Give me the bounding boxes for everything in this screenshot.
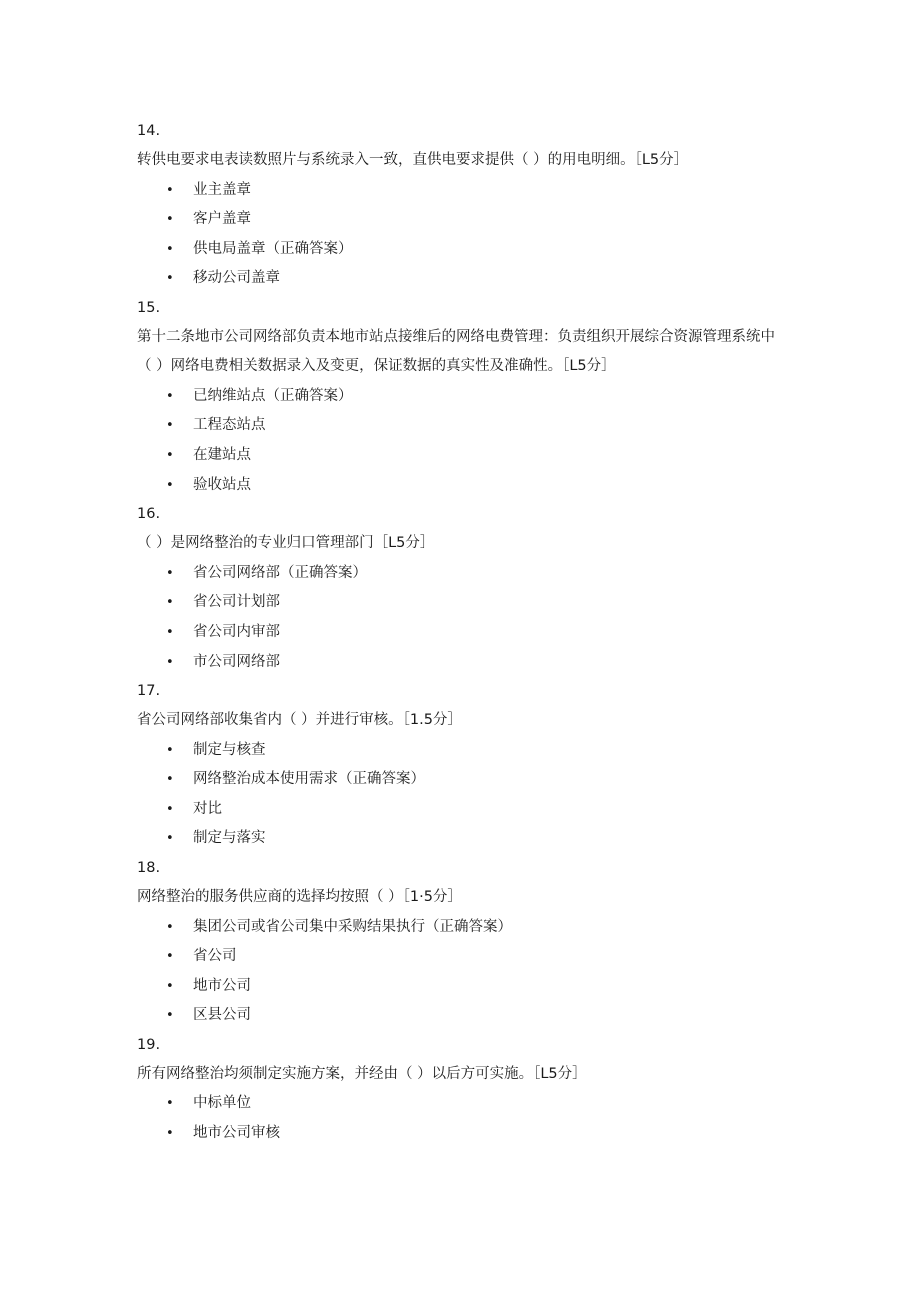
bullet-icon: • [166,978,174,994]
option-item [137,441,777,471]
option-item [137,942,777,972]
option-text: 业主盖章 [193,181,251,198]
option-text: 市公司网络部 [193,653,280,670]
bullet-icon: • [166,1096,174,1112]
option-text: 地市公司 [193,977,251,994]
question-number: 14. [137,123,161,139]
question-text: 网络整治的服务供应商的选择均按照（ ）［1·5分］ [137,889,462,905]
option-text: 客户盖章 [193,211,251,228]
option-item [137,648,777,678]
bullet-icon: • [166,654,174,670]
option-item [137,382,777,412]
bullet-icon: • [166,182,174,198]
option-item [137,205,777,235]
question-text: 第十二条地市公司网络部负责本地市站点接维后的网络电费管理：负责组织开展综合资源管理系统中（ ）网络电费相关数据录入及变更，保证数据的真实性及准确性。［L5分］ [137,328,775,375]
option-item [137,736,777,766]
option-list [137,913,777,1031]
option-text: 地市公司审核 [193,1124,280,1141]
bullet-icon: • [166,801,174,817]
bullet-icon: • [166,772,174,788]
question-block [137,1031,777,1149]
option-text: 省公司内审部 [193,623,280,640]
option-text: 移动公司盖章 [193,270,280,287]
question-text: 转供电要求电表读数照片与系统录入一致，直供电要求提供（ ）的用电明细。［L5分］ [137,152,689,168]
question-block [137,294,777,500]
bullet-icon: • [166,271,174,287]
option-text: 省公司计划部 [193,594,280,611]
bullet-icon: • [166,418,174,434]
question-block [137,117,777,294]
option-text: 在建站点 [193,447,251,464]
option-item [137,411,777,441]
option-list [137,176,777,294]
question-block [137,500,777,677]
option-item [137,471,777,501]
question-text: 所有网络整治均须制定实施方案，并经由（ ）以后方可实施。［L5分］ [137,1065,587,1082]
option-text: 省公司网络部（正确答案） [193,564,367,581]
option-item [137,1001,777,1031]
option-item [137,972,777,1002]
option-list [137,559,777,677]
bullet-icon: • [166,595,174,611]
question-block [137,854,777,1031]
option-text: 制定与落实 [193,830,266,847]
option-list [137,1089,777,1148]
option-list [137,736,777,854]
bullet-icon: • [166,742,174,758]
option-text: 网络整治成本使用需求（正确答案） [193,771,425,788]
question-text: （ ）是网络整治的专业归口管理部门［L5分］ [137,535,435,552]
option-item [137,824,777,854]
option-text: 集团公司或省公司集中采购结果执行（正确答案） [193,918,512,935]
option-item [137,235,777,265]
option-text: 已纳维站点（正确答案） [193,387,353,404]
option-item [137,559,777,589]
option-text: 制定与核查 [193,741,266,758]
option-item [137,913,777,943]
option-item [137,795,777,825]
option-item [137,176,777,206]
option-text: 省公司 [193,948,237,965]
bullet-icon: • [166,565,174,581]
bullet-icon: • [166,919,174,935]
question-number: 15. [137,299,161,316]
bullet-icon: • [166,949,174,965]
option-text: 工程态站点 [193,417,266,434]
bullet-icon: • [166,241,174,257]
option-item [137,264,777,294]
bullet-icon: • [166,831,174,847]
bullet-icon: • [166,212,174,228]
bullet-icon: • [166,624,174,640]
option-item [137,588,777,618]
bullet-icon: • [166,448,174,464]
option-text: 验收站点 [193,476,251,493]
question-list [137,117,777,1149]
option-text: 供电局盖章（正确答案） [193,240,353,257]
question-text: 省公司网络部收集省内（ ）并进行审核。［1.5分］ [137,712,462,729]
option-item [137,618,777,648]
question-number: 16. [137,506,161,523]
option-item [137,765,777,795]
bullet-icon: • [166,1008,174,1024]
option-item [137,1119,777,1149]
bullet-icon: • [166,477,174,493]
option-item [137,1089,777,1119]
option-text: 区县公司 [193,1007,251,1024]
option-text: 中标单位 [193,1095,251,1112]
question-number: 19. [137,1036,161,1053]
question-number: 18. [137,860,161,876]
question-number: 17. [137,683,161,700]
bullet-icon: • [166,1125,174,1141]
question-block [137,677,777,854]
bullet-icon: • [166,388,174,404]
option-text: 对比 [193,800,222,817]
option-list [137,382,777,500]
